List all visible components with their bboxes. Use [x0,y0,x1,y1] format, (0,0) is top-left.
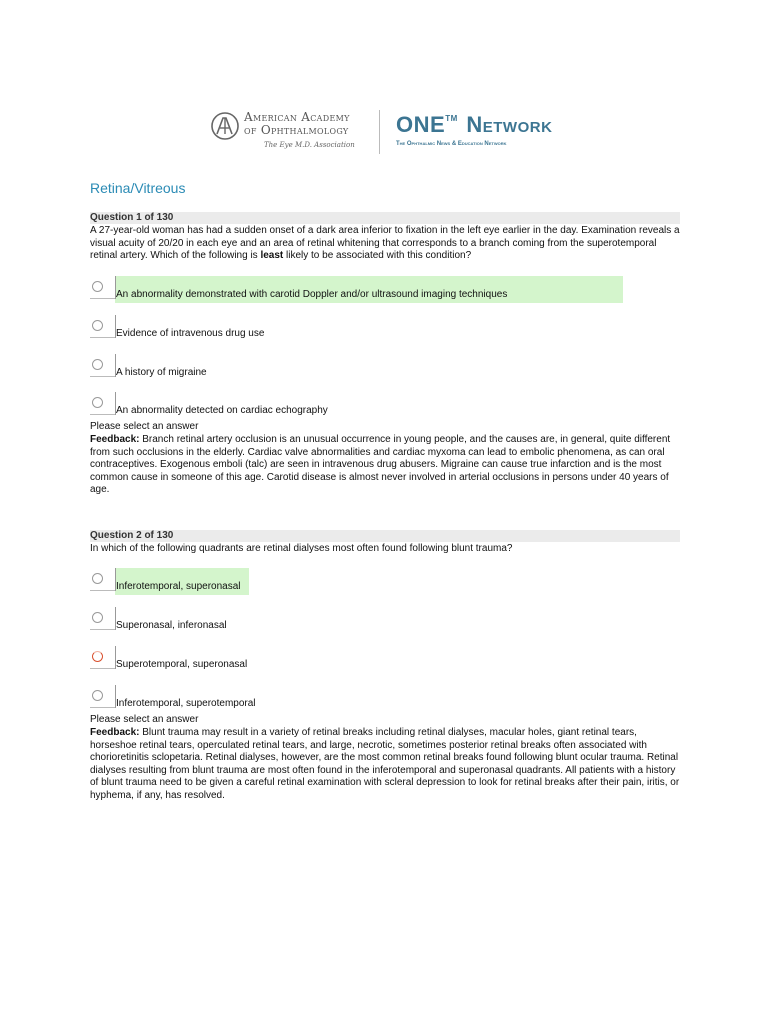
one-network-subtitle: The Ophthalmic News & Education Network [396,141,507,147]
question-1-text-bold: least [260,250,284,261]
question-1-text [90,225,680,263]
question-2-option-1[interactable] [90,568,690,598]
option-underline [90,414,116,415]
option-underline [90,629,116,630]
radio-button[interactable] [92,320,103,331]
question-1-header: Question 1 of 130 [90,212,680,224]
question-1-text-a: A 27-year-old woman has had a sudden onset of a dark area inferior to fixation in the left eye earlier in the day. Examination reveals a visual acuity of 20/20 in each eye and an area of retinal whitening that corresponds to a branch coming from the superotemporal retinal artery. Which of the following is [90,225,680,261]
question-1-feedback [90,434,680,497]
aao-tagline: The Eye M.D. Association [264,141,355,149]
radio-button[interactable] [92,612,103,623]
question-1-prompt: Please select an answer [90,421,199,432]
feedback-label: Feedback: [90,727,140,738]
feedback-text: Branch retinal artery occlusion is an unusual occurrence in young people, and the causes are, in general, quite different from such occlusions in the elderly. Cardiac valve abnormalities and cardiac myxoma can lead to embolic phenomena, as can oral contraceptives. Exogenous emboli (talc) are seen in intravenous drug abusers. Migraine can cause true infarction and is the most common cause in someone of this age. Carotid disease is almost never involved in arterial occlusions in persons under 40 years of age. [90,434,671,495]
option-underline [90,376,116,377]
header-logos [210,108,570,156]
question-1-option-4[interactable] [90,392,690,422]
option-label: Inferotemporal, superonasal [116,581,241,592]
one-word: ONE [396,112,446,137]
option-label: Evidence of intravenous drug use [116,328,265,339]
option-label: An abnormality detected on cardiac echography [116,405,328,416]
option-underline [90,298,116,299]
one-network-logo [396,112,552,138]
aao-name-line2: of Ophthalmology [244,123,349,137]
option-underline [90,590,116,591]
question-2-option-4[interactable] [90,685,690,715]
radio-button[interactable] [92,690,103,701]
aao-logo-icon [210,110,244,144]
question-1-option-2[interactable] [90,315,690,345]
question-2-prompt: Please select an answer [90,714,199,725]
option-underline [90,337,116,338]
option-label: Superotemporal, superonasal [116,659,248,670]
radio-button[interactable] [92,281,103,292]
radio-button[interactable] [92,359,103,370]
option-underline [90,707,116,708]
option-label: An abnormality demonstrated with carotid Doppler and/or ultrasound imaging techniques [116,289,508,300]
question-1-text-b: likely to be associated with this condition? [283,250,472,261]
question-2-header: Question 2 of 130 [90,530,680,542]
option-label: Inferotemporal, superotemporal [116,698,256,709]
option-label: A history of migraine [116,367,207,378]
page-title: Retina/Vitreous [90,180,186,196]
question-1-option-3[interactable] [90,354,690,384]
question-2-feedback [90,727,680,802]
logo-divider [379,110,380,154]
aao-name-line1: American Academy [244,110,350,124]
question-2-option-3[interactable] [90,646,690,676]
question-1-option-1[interactable] [90,276,690,306]
question-2-option-2[interactable] [90,607,690,637]
trademark-mark: TM [445,114,458,123]
option-label: Superonasal, inferonasal [116,620,227,631]
aao-wordmark [244,111,355,152]
network-word: Network [466,112,553,137]
radio-button[interactable] [92,573,103,584]
feedback-text: Blunt trauma may result in a variety of retinal breaks including retinal dialyses, macular holes, giant retinal tears, horseshoe retinal tears, operculated retinal tears, and large, necrotic, sometimes posterior retinal breaks often associated with chorioretinitis sclopetaria. Retinal dialyses, however, are the most common retinal breaks found following blunt ocular trauma. Retinal dialyses resulting from blunt trauma are most often found in the inferotemporal and superonasal quadrants. All patients with a history of blunt trauma need to be given a careful retinal examination with scleral depression to look for retinal breaks after their pain, iritis, or hyphema, if any, has resolved. [90,727,680,801]
radio-button[interactable] [92,651,103,662]
radio-button[interactable] [92,397,103,408]
feedback-label: Feedback: [90,434,140,445]
option-underline [90,668,116,669]
question-2-text: In which of the following quadrants are retinal dialyses most often found following blunt trauma? [90,543,513,554]
